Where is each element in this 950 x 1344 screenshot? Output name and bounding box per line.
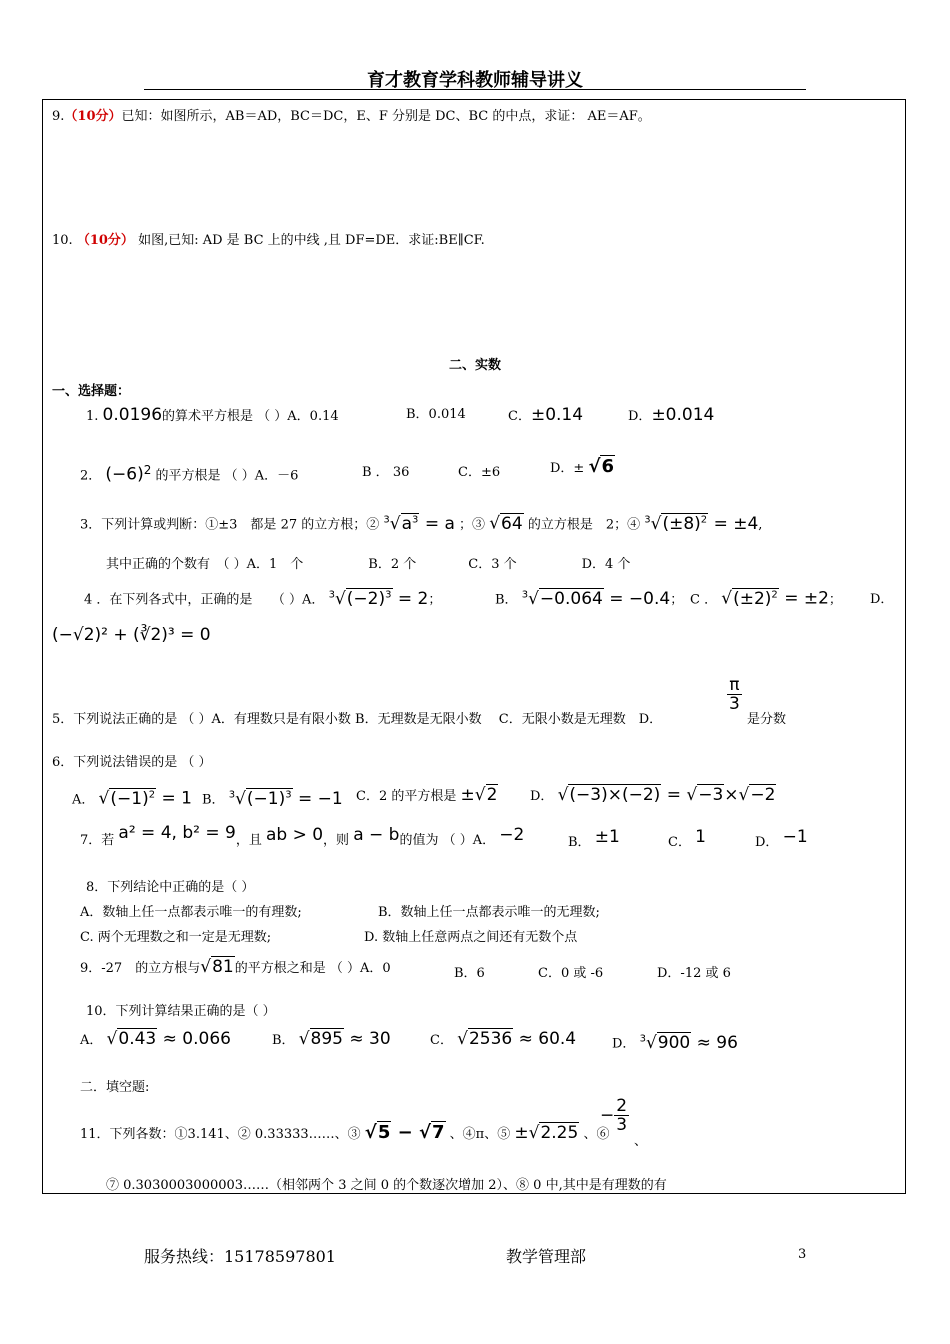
c10-b-result: ≈ 30 — [349, 1029, 391, 1049]
c1-number: 1. — [86, 409, 99, 424]
c3-expr-4-result: = ±4 — [713, 513, 759, 534]
c10-option-c — [430, 1024, 576, 1056]
f11-minus: − — [391, 1122, 419, 1143]
c10-d-radicand: 900 — [657, 1032, 691, 1053]
c6-d-equals: = — [666, 785, 681, 805]
q9-text: 已知：如图所示，AB＝AD，BC＝DC，E、F 分别是 DC、BC 的中点，求证： AE＝AF。 — [121, 109, 651, 124]
c6-a-label: A． — [72, 792, 95, 808]
c3-text-4: , — [758, 517, 763, 533]
c7-condition: a² = 4, b² = 9 — [118, 823, 236, 843]
c6-option-d — [530, 780, 776, 812]
c10-c-result: ≈ 60.4 — [518, 1029, 577, 1049]
c4-b-result: = −0.4 — [609, 588, 671, 609]
f11-text-4: 、 — [634, 1134, 648, 1149]
c5-fraction — [727, 676, 742, 713]
c1-c-label: C． — [508, 409, 531, 424]
c6-b-expr: $^3√(-1)^3 = -1$ — [228, 788, 343, 809]
c6-b-result: = −1 — [298, 788, 343, 809]
c10-b-label: B． — [272, 1033, 295, 1048]
c3-line-2: 其中正确的个数有 （ ）A．1 个 B．2 个 C．3 个 D．4 个 — [106, 557, 631, 572]
c4-option-c: C ． $√(\pm 2)^2 = \pm 2$； — [690, 588, 842, 609]
c10-c-radicand: 2536 — [468, 1029, 513, 1049]
c10-option-a — [80, 1024, 231, 1056]
c7-prefix: 7．若 — [80, 833, 115, 848]
c6-b-label: B． — [202, 792, 225, 808]
c2-number: 2． — [80, 468, 102, 484]
c7-b-value: ±1 — [594, 827, 620, 847]
c5-tail: 是分数 — [747, 712, 787, 727]
c7-text-1: ，且 — [235, 833, 262, 848]
choice-1 — [86, 400, 339, 432]
c6-c-radicand: 2 — [486, 785, 498, 805]
q9-score: （10分） — [64, 109, 122, 124]
c9-option-b: B．6 — [454, 966, 485, 981]
c10-a-radicand: 0.43 — [118, 1029, 157, 1049]
f11-numerator: 2 — [616, 1096, 628, 1116]
section-title-real-numbers: 二、实数 — [448, 358, 501, 373]
f11-denominator: 3 — [616, 1115, 628, 1135]
c6-option-c — [356, 780, 498, 812]
c10-b-expr: √895 ≈ 30 — [298, 1029, 391, 1049]
f11-rad-225: 2.25 — [540, 1123, 579, 1143]
c9-option-d: D．-12 或 6 — [657, 966, 731, 981]
choice-5 — [52, 708, 662, 727]
c7-option-a: −2 — [499, 825, 525, 845]
c10-c-label: C． — [430, 1033, 453, 1048]
c3-expr-4: $^3√(\pm 8)^2 = \pm 4$ — [644, 513, 759, 534]
c3-expr-2-result: = a — [424, 513, 455, 534]
c7-option-c — [668, 826, 706, 858]
f11-neg: − — [600, 1105, 615, 1126]
c4-option-d-expr: (−√2)² + (∛2)³ = 0 — [52, 625, 211, 645]
c4-b-radicand: −0.064 — [539, 588, 603, 609]
c7-expression: a − b — [353, 825, 400, 845]
c6-d-label: D． — [530, 789, 554, 804]
c2-exponent: 2 — [143, 463, 152, 477]
c7-condition-2: ab > 0 — [265, 825, 324, 845]
footer-hotline: 服务热线：15178597801 — [144, 1247, 336, 1266]
c10-option-d — [612, 1024, 738, 1060]
c7-d-value: −1 — [782, 827, 808, 847]
c6-d-radicand-1: (−3)×(−2) — [569, 785, 661, 805]
c4-d-label: D． — [870, 592, 894, 607]
c4-c-label: C ． — [690, 592, 718, 608]
c6-option-b — [202, 780, 343, 816]
c10-a-label: A． — [80, 1033, 103, 1048]
f11-text-3: 、⑥ — [583, 1127, 610, 1142]
c3-expr-3: √64 — [489, 513, 523, 534]
c4-c-result: = ±2 — [784, 588, 829, 609]
c2-text: 的平方根是 （ ）A．－6 — [155, 468, 299, 484]
choice-6: 6．下列说法错误的是 （ ） — [52, 755, 212, 770]
c4-c-expr: $√(\pm 2)^2 = \pm 2$ — [721, 588, 829, 609]
f11-line-2: ⑦ 0.3030003000003……（相邻两个 3 之间 0 的个数逐次增加 2）、⑧ 0 中,其中是有理数的有 — [106, 1178, 667, 1193]
c10-d-expr: $^3$√900 ≈ 96 — [639, 1032, 738, 1053]
c4-c-base: (±2) — [733, 588, 772, 609]
c2-option-d — [550, 452, 615, 484]
c10-d-label: D． — [612, 1036, 636, 1052]
c8-option-c: C. 两个无理数之和一定是无理数; — [80, 930, 272, 945]
f11-rad-7: 7 — [431, 1122, 445, 1143]
c4-option-b: B． $^3$√−0.064 = −0.4； — [495, 588, 684, 609]
c6-a-result: = 1 — [161, 788, 192, 809]
part-title-fill: 二．填空题: — [80, 1080, 150, 1095]
c6-b-base: (−1) — [246, 788, 286, 809]
c6-d-times: × — [724, 785, 739, 805]
c3-text-3: 的立方根是 2；④ — [527, 517, 641, 533]
footer-department: 教学管理部 — [506, 1247, 587, 1266]
c3-expr-3-radicand: 64 — [501, 513, 523, 534]
c3-text-2: ；③ — [459, 517, 486, 533]
c1-text: 的算术平方根是 （ ）A．0.14 — [162, 409, 339, 424]
f11-expr-5: ±√2.25 — [514, 1123, 579, 1143]
c3-expr-2: $^3√a^3 = a$ — [383, 513, 455, 534]
part-title-choice: 一、选择题： — [52, 384, 131, 399]
c9-tail: 的平方根之和是 （ ）A．0 — [234, 961, 391, 976]
c1-option-b: B．0.014 — [406, 407, 466, 422]
c8-option-a: A．数轴上任一点都表示唯一的有理数; — [80, 905, 302, 920]
c1-d-expression: ±0.014 — [651, 405, 715, 425]
f11-rad-5: 5 — [377, 1122, 391, 1143]
c2-d-radical: √6 — [588, 456, 615, 477]
c6-a-expr: $√(-1)^2 = 1$ — [98, 788, 192, 809]
question-9 — [52, 105, 651, 124]
c7-text-2: ，则 — [323, 833, 350, 848]
choice-3 — [80, 505, 762, 541]
c2-d-label: D．± — [550, 461, 585, 476]
c7-d-label: D． — [755, 835, 779, 850]
fill-11 — [80, 1118, 609, 1150]
c4-b-label: B． — [495, 592, 518, 608]
c4-a-result: = 2 — [397, 588, 429, 609]
c5-denominator: 3 — [729, 694, 740, 714]
c10-c-expr: √2536 ≈ 60.4 — [457, 1029, 577, 1049]
c6-c-expr: ±√2 — [460, 785, 498, 805]
c6-a-base: (−1) — [110, 788, 149, 809]
c9-text: 9．-27 的立方根与 — [80, 961, 201, 976]
c8-option-b: B．数轴上任一点都表示唯一的无理数; — [378, 905, 600, 920]
c4-b-expr: $^3$√−0.064 = −0.4 — [521, 588, 671, 609]
c9-radical: √81 — [200, 957, 234, 977]
c1-option-c — [508, 400, 583, 432]
c6-c-text: C．2 的平方根是 — [356, 789, 457, 804]
f11-text-2: 、④π、⑤ — [449, 1127, 511, 1142]
q10-score: （10分） — [76, 233, 134, 248]
question-10 — [52, 229, 485, 248]
c10-d-result: ≈ 96 — [696, 1032, 738, 1053]
choice-4: 4 ．在下列各式中，正确的是 （ ）A． $^3√(-2)^3 = 2$； — [84, 588, 442, 609]
c9-radicand: 81 — [212, 957, 234, 977]
c3-expr-4-base: (±8) — [662, 513, 701, 534]
c1-c-expression: ±0.14 — [530, 405, 584, 425]
q10-text: 如图,已知: AD 是 BC 上的中线 ,且 DF=DE．求证:BE∥CF. — [138, 233, 485, 248]
c7-c-value: 1 — [695, 827, 706, 847]
c3-expr-2-base: a — [401, 513, 413, 534]
c1-expression: 0.0196 — [102, 405, 163, 425]
c4-a-base: (−2) — [346, 588, 386, 609]
c2-expression: (−6) — [105, 464, 144, 485]
page-number: 3 — [798, 1247, 807, 1262]
c7-option-d — [755, 826, 808, 858]
f11-fraction — [600, 1097, 629, 1134]
c6-d-radicand-3: −2 — [750, 785, 776, 805]
f11-pm: ± — [514, 1123, 529, 1143]
c8-option-d: D. 数轴上任意两点之间还有无数个点 — [364, 930, 578, 945]
c10-a-result: ≈ 0.066 — [162, 1029, 231, 1049]
c7-option-b — [568, 826, 620, 858]
c5-text: 5．下列说法正确的是 （ ）A．有理数只是有限小数 B．无理数是无限小数 C．无限小数是无理数 D． — [52, 712, 663, 727]
choice-9 — [80, 952, 391, 984]
c7-b-label: B． — [568, 835, 591, 850]
c4-text: 4 ．在下列各式中，正确的是 （ ）A． — [84, 592, 325, 608]
c2-d-radicand: 6 — [601, 456, 615, 477]
c1-option-d — [628, 400, 714, 432]
c6-option-a — [72, 780, 192, 816]
c10-a-expr: √0.43 ≈ 0.066 — [106, 1029, 231, 1049]
c10-b-radicand: 895 — [310, 1029, 343, 1049]
q9-number: 9. — [52, 109, 65, 124]
choice-10: 10．下列计算结果正确的是（ ） — [86, 1004, 276, 1019]
c1-d-label: D． — [628, 409, 652, 424]
f11-expr-3: √5 − √7 — [364, 1122, 445, 1143]
c3-text-1: 3．下列计算或判断：①±3 都是 27 的立方根；② — [80, 517, 380, 533]
c2-option-b: B ． 36 — [362, 465, 410, 480]
choice-7 — [80, 824, 524, 856]
c6-c-sign: ± — [460, 785, 475, 805]
choice-2 — [80, 455, 298, 491]
page-header-title: 育才教育学科教师辅导讲义 — [367, 70, 583, 91]
c9-option-c: C．0 或 -6 — [538, 966, 604, 981]
c7-c-label: C． — [668, 835, 691, 850]
c6-d-expr: √(−3)×(−2) = √−3×√−2 — [557, 785, 776, 805]
c7-text-3: 的值为 （ ）A． — [399, 833, 496, 848]
header-rule — [144, 89, 806, 90]
f11-text: 11．下列各数：①3.141、② 0.33333……、③ — [80, 1127, 361, 1142]
c2-option-c: C．±6 — [458, 465, 501, 480]
choice-8: 8．下列结论中正确的是（ ） — [86, 880, 255, 895]
c4-option-a-expr: $^3√(-2)^3 = 2$ — [328, 588, 429, 609]
q10-number: 10. — [52, 233, 73, 248]
c6-d-radicand-2: −3 — [698, 785, 724, 805]
c10-option-b — [272, 1024, 391, 1056]
c5-numerator: π — [727, 676, 742, 695]
